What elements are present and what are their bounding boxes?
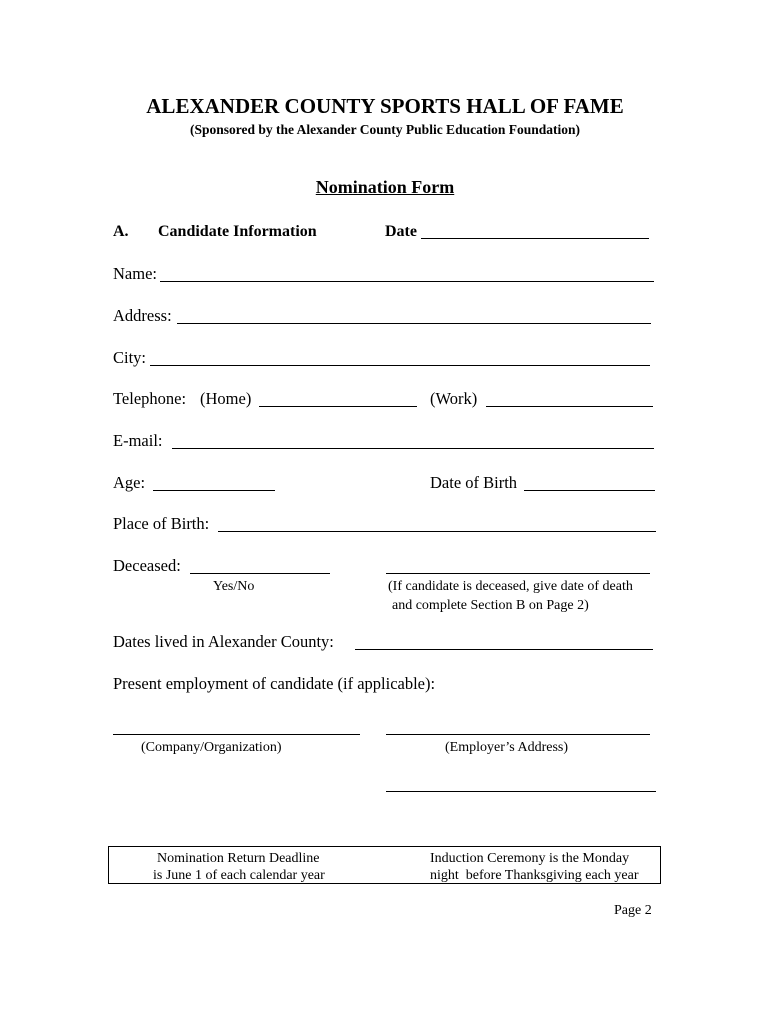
deadline-info-box — [108, 846, 661, 884]
employment-label: Present employment of candidate (if applicable): — [113, 674, 436, 693]
page-subtitle: (Sponsored by the Alexander County Public Education Foundation) — [190, 122, 580, 137]
deceased-note-line1: (If candidate is deceased, give date of death — [388, 579, 633, 594]
deadline-line2: is June 1 of each calendar year — [153, 868, 325, 883]
page-number: Page 2 — [614, 903, 652, 918]
company-hint: (Company/Organization) — [141, 740, 282, 755]
home-label: (Home) — [200, 389, 252, 408]
dob-field[interactable] — [524, 490, 655, 491]
name-label: Name: — [113, 264, 157, 283]
date-field[interactable] — [421, 238, 649, 239]
company-field[interactable] — [113, 734, 360, 735]
age-field[interactable] — [153, 490, 275, 491]
ceremony-line1: Induction Ceremony is the Monday — [430, 851, 630, 866]
deceased-field[interactable] — [190, 573, 330, 574]
place-of-birth-field[interactable] — [218, 531, 656, 532]
age-label: Age: — [113, 473, 146, 492]
deadline-line1: Nomination Return Deadline — [157, 851, 320, 866]
email-field[interactable] — [172, 448, 654, 449]
yes-no-hint: Yes/No — [213, 579, 255, 594]
city-field[interactable] — [150, 365, 650, 366]
employer-address-hint: (Employer’s Address) — [445, 740, 568, 755]
address-label: Address: — [113, 306, 172, 325]
dates-lived-field[interactable] — [355, 649, 653, 650]
death-date-field[interactable] — [386, 573, 650, 574]
deceased-note-line2: and complete Section B on Page 2) — [392, 598, 589, 613]
name-field[interactable] — [160, 281, 654, 282]
dates-lived-label: Dates lived in Alexander County: — [113, 632, 334, 651]
city-label: City: — [113, 348, 147, 367]
deceased-label: Deceased: — [113, 556, 181, 575]
ceremony-line2: night before Thanksgiving each year — [430, 868, 639, 883]
employer-address-field[interactable] — [386, 734, 650, 735]
telephone-label: Telephone: — [113, 389, 187, 408]
form-title: Nomination Form — [315, 177, 455, 197]
home-phone-field[interactable] — [259, 406, 417, 407]
section-letter: A. — [113, 223, 129, 240]
email-label: E-mail: — [113, 431, 163, 450]
place-of-birth-label: Place of Birth: — [113, 514, 210, 533]
date-label: Date — [385, 223, 417, 240]
work-label: (Work) — [430, 389, 478, 408]
work-phone-field[interactable] — [486, 406, 653, 407]
address-field[interactable] — [177, 323, 651, 324]
dob-label: Date of Birth — [430, 473, 518, 492]
section-title: Candidate Information — [158, 223, 317, 240]
page-title: ALEXANDER COUNTY SPORTS HALL OF FAME — [146, 94, 624, 118]
employer-address-field-2[interactable] — [386, 791, 656, 792]
